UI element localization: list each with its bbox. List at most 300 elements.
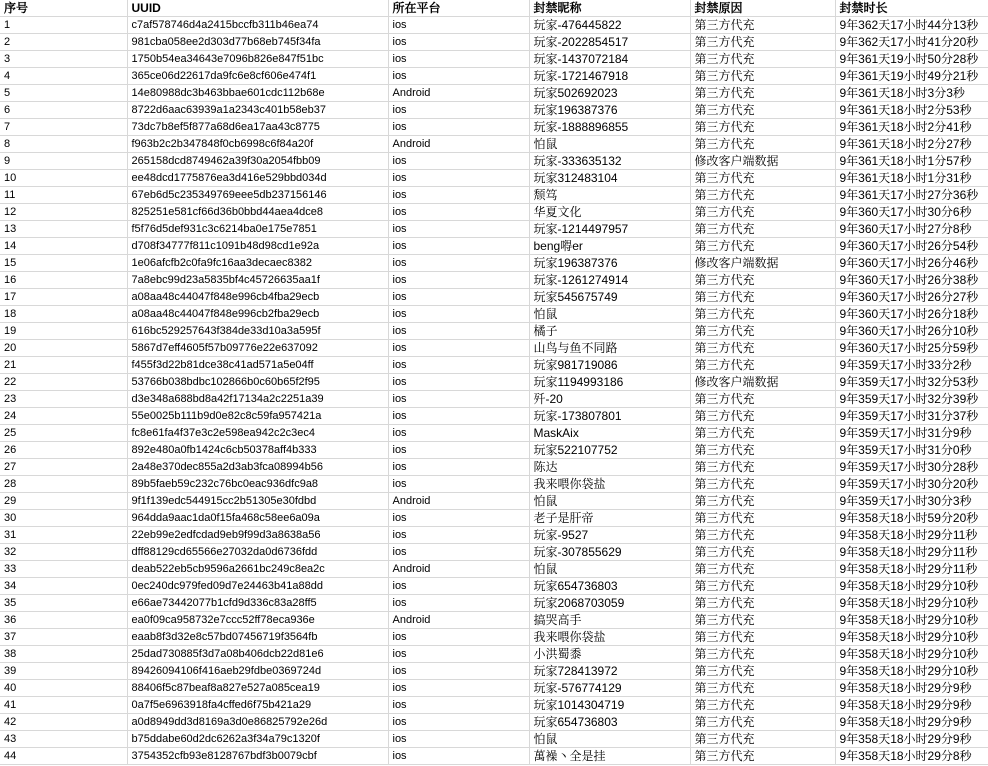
cell-uuid[interactable]: 55e0025b111b9d0e82c8c59fa957421a	[127, 408, 388, 425]
cell-reason[interactable]: 第三方代充	[690, 391, 835, 408]
cell-duration[interactable]: 9年360天17小时26分54秒	[835, 238, 988, 255]
cell-reason[interactable]: 第三方代充	[690, 476, 835, 493]
cell-nickname[interactable]: 玩家196387376	[529, 102, 690, 119]
cell-nickname[interactable]: 搞哭高手	[529, 612, 690, 629]
cell-index[interactable]: 22	[0, 374, 127, 391]
cell-nickname[interactable]: 陈达	[529, 459, 690, 476]
cell-reason[interactable]: 第三方代充	[690, 408, 835, 425]
cell-platform[interactable]: ios	[388, 323, 529, 340]
cell-index[interactable]: 32	[0, 544, 127, 561]
cell-nickname[interactable]: 玩家545675749	[529, 289, 690, 306]
cell-nickname[interactable]: 歼-20	[529, 391, 690, 408]
cell-nickname[interactable]: 玩家-9527	[529, 527, 690, 544]
cell-reason[interactable]: 第三方代充	[690, 272, 835, 289]
cell-reason[interactable]: 第三方代充	[690, 493, 835, 510]
table-row	[0, 119, 988, 136]
cell-duration[interactable]: 9年362天17小时41分20秒	[835, 34, 988, 51]
cell-nickname[interactable]: 怕鼠	[529, 493, 690, 510]
cell-platform[interactable]: Android	[388, 561, 529, 578]
cell-reason[interactable]: 第三方代充	[690, 289, 835, 306]
cell-uuid[interactable]: 89b5faeb59c232c76bc0eac936dfc9a8	[127, 476, 388, 493]
cell-duration[interactable]: 9年360天17小时26分10秒	[835, 323, 988, 340]
cell-platform[interactable]: ios	[388, 391, 529, 408]
cell-reason[interactable]: 修改客户端数据	[690, 374, 835, 391]
cell-platform[interactable]: ios	[388, 442, 529, 459]
cell-uuid[interactable]: 616bc529257643f384de33d10a3a595f	[127, 323, 388, 340]
cell-duration[interactable]: 9年358天18小时29分10秒	[835, 629, 988, 646]
cell-uuid[interactable]: 1750b54ea34643e7096b826e847f51bc	[127, 51, 388, 68]
cell-duration[interactable]: 9年358天18小时29分11秒	[835, 544, 988, 561]
cell-index[interactable]: 39	[0, 663, 127, 680]
cell-duration[interactable]: 9年360天17小时26分38秒	[835, 272, 988, 289]
header-row	[0, 0, 988, 17]
cell-platform[interactable]: ios	[388, 51, 529, 68]
cell-duration[interactable]: 9年359天17小时31分9秒	[835, 425, 988, 442]
cell-index[interactable]: 14	[0, 238, 127, 255]
cell-duration[interactable]: 9年359天17小时33分2秒	[835, 357, 988, 374]
cell-platform[interactable]: Android	[388, 493, 529, 510]
cell-duration[interactable]: 9年362天17小时44分13秒	[835, 17, 988, 34]
cell-platform[interactable]: Android	[388, 85, 529, 102]
cell-index[interactable]: 6	[0, 102, 127, 119]
cell-nickname[interactable]: 小洪蜀黍	[529, 646, 690, 663]
table-row	[0, 170, 988, 187]
cell-duration[interactable]: 9年358天18小时29分9秒	[835, 680, 988, 697]
cell-nickname[interactable]: 萬襙丶全是挂	[529, 748, 690, 765]
cell-nickname[interactable]: 玩家981719086	[529, 357, 690, 374]
cell-uuid[interactable]: b75ddabe60d2dc6262a3f34a79c1320f	[127, 731, 388, 748]
cell-index[interactable]: 16	[0, 272, 127, 289]
cell-platform[interactable]: ios	[388, 731, 529, 748]
cell-nickname[interactable]: 玩家2068703059	[529, 595, 690, 612]
cell-reason[interactable]: 第三方代充	[690, 51, 835, 68]
cell-duration[interactable]: 9年360天17小时30分6秒	[835, 204, 988, 221]
cell-nickname[interactable]: 玩家-1721467918	[529, 68, 690, 85]
cell-platform[interactable]: ios	[388, 340, 529, 357]
cell-reason[interactable]: 第三方代充	[690, 221, 835, 238]
cell-index[interactable]: 41	[0, 697, 127, 714]
cell-index[interactable]: 1	[0, 17, 127, 34]
cell-uuid[interactable]: 89426094106f416aeb29fdbe0369724d	[127, 663, 388, 680]
cell-nickname[interactable]: 怕鼠	[529, 136, 690, 153]
cell-platform[interactable]: ios	[388, 459, 529, 476]
cell-reason[interactable]: 第三方代充	[690, 527, 835, 544]
cell-duration[interactable]: 9年361天18小时2分27秒	[835, 136, 988, 153]
cell-duration[interactable]: 9年358天18小时29分10秒	[835, 612, 988, 629]
table-row	[0, 561, 988, 578]
cell-uuid[interactable]: 7a8ebc99d23a5835bf4c45726635aa1f	[127, 272, 388, 289]
cell-duration[interactable]: 9年358天18小时59分20秒	[835, 510, 988, 527]
cell-nickname[interactable]: 玩家-173807801	[529, 408, 690, 425]
cell-reason[interactable]: 第三方代充	[690, 323, 835, 340]
cell-uuid[interactable]: deab522eb5cb9596a2661bc249c8ea2c	[127, 561, 388, 578]
cell-uuid[interactable]: 25dad730885f3d7a08b406dcb22d81e6	[127, 646, 388, 663]
table-row	[0, 204, 988, 221]
cell-nickname[interactable]: 玩家312483104	[529, 170, 690, 187]
cell-index[interactable]: 44	[0, 748, 127, 765]
cell-uuid[interactable]: d708f34777f811c1091b48d98cd1e92a	[127, 238, 388, 255]
cell-nickname[interactable]: 山鸟与鱼不同路	[529, 340, 690, 357]
cell-reason[interactable]: 第三方代充	[690, 629, 835, 646]
cell-nickname[interactable]: 怕鼠	[529, 561, 690, 578]
cell-index[interactable]: 34	[0, 578, 127, 595]
cell-uuid[interactable]: d3e348a688bd8a42f17134a2c2251a39	[127, 391, 388, 408]
cell-duration[interactable]: 9年361天18小时3分3秒	[835, 85, 988, 102]
cell-platform[interactable]: ios	[388, 595, 529, 612]
cell-reason[interactable]: 第三方代充	[690, 17, 835, 34]
cell-reason[interactable]: 第三方代充	[690, 697, 835, 714]
table-row	[0, 306, 988, 323]
cell-nickname[interactable]: 颓笃	[529, 187, 690, 204]
table-row	[0, 85, 988, 102]
cell-uuid[interactable]: f5f76d5def931c3c6214ba0e175e7851	[127, 221, 388, 238]
cell-reason[interactable]: 第三方代充	[690, 748, 835, 765]
cell-nickname[interactable]: 玩家502692023	[529, 85, 690, 102]
table-row	[0, 153, 988, 170]
cell-index[interactable]: 20	[0, 340, 127, 357]
cell-platform[interactable]: ios	[388, 578, 529, 595]
cell-index[interactable]: 5	[0, 85, 127, 102]
cell-platform[interactable]: ios	[388, 629, 529, 646]
cell-nickname[interactable]: beng嘚er	[529, 238, 690, 255]
cell-uuid[interactable]: 67eb6d5c235349769eee5db237156146	[127, 187, 388, 204]
cell-reason[interactable]: 第三方代充	[690, 714, 835, 731]
cell-platform[interactable]: ios	[388, 425, 529, 442]
cell-duration[interactable]: 9年358天18小时29分9秒	[835, 697, 988, 714]
cell-index[interactable]: 31	[0, 527, 127, 544]
cell-index[interactable]: 9	[0, 153, 127, 170]
cell-platform[interactable]: Android	[388, 612, 529, 629]
cell-nickname[interactable]: 玩家654736803	[529, 578, 690, 595]
table-row	[0, 34, 988, 51]
cell-reason[interactable]: 第三方代充	[690, 357, 835, 374]
cell-platform[interactable]: ios	[388, 153, 529, 170]
cell-nickname[interactable]: 玩家728413972	[529, 663, 690, 680]
cell-duration[interactable]: 9年358天18小时29分11秒	[835, 527, 988, 544]
cell-uuid[interactable]: dff88129cd65566e27032da0d6736fdd	[127, 544, 388, 561]
cell-index[interactable]: 33	[0, 561, 127, 578]
cell-nickname[interactable]: 怕鼠	[529, 306, 690, 323]
cell-duration[interactable]: 9年361天18小时1分31秒	[835, 170, 988, 187]
cell-duration[interactable]: 9年358天18小时29分8秒	[835, 748, 988, 765]
cell-nickname[interactable]: MaskAix	[529, 425, 690, 442]
header-duration[interactable]: 封禁时长	[835, 0, 988, 17]
cell-uuid[interactable]: 365ce06d22617da9fc6e8cf606e474f1	[127, 68, 388, 85]
cell-duration[interactable]: 9年359天17小时30分3秒	[835, 493, 988, 510]
cell-platform[interactable]: ios	[388, 204, 529, 221]
table-row	[0, 136, 988, 153]
cell-duration[interactable]: 9年358天18小时29分9秒	[835, 731, 988, 748]
table-row	[0, 680, 988, 697]
cell-duration[interactable]: 9年361天18小时2分53秒	[835, 102, 988, 119]
cell-uuid[interactable]: 73dc7b8ef5f877a68d6ea17aa43c8775	[127, 119, 388, 136]
cell-uuid[interactable]: 0a7f5e6963918fa4cffed6f75b421a29	[127, 697, 388, 714]
cell-index[interactable]: 12	[0, 204, 127, 221]
cell-nickname[interactable]: 橘子	[529, 323, 690, 340]
table-row	[0, 289, 988, 306]
cell-index[interactable]: 26	[0, 442, 127, 459]
cell-nickname[interactable]: 玩家-1261274914	[529, 272, 690, 289]
cell-platform[interactable]: ios	[388, 527, 529, 544]
cell-index[interactable]: 23	[0, 391, 127, 408]
cell-reason[interactable]: 第三方代充	[690, 731, 835, 748]
cell-index[interactable]: 40	[0, 680, 127, 697]
cell-platform[interactable]: ios	[388, 170, 529, 187]
header-index[interactable]: 序号	[0, 0, 127, 17]
cell-nickname[interactable]: 怕鼠	[529, 731, 690, 748]
cell-nickname[interactable]: 玩家-333635132	[529, 153, 690, 170]
cell-nickname[interactable]: 玩家-1888896855	[529, 119, 690, 136]
cell-reason[interactable]: 第三方代充	[690, 119, 835, 136]
cell-duration[interactable]: 9年359天17小时31分0秒	[835, 442, 988, 459]
cell-platform[interactable]: ios	[388, 646, 529, 663]
cell-nickname[interactable]: 老子是肝帝	[529, 510, 690, 527]
cell-index[interactable]: 27	[0, 459, 127, 476]
cell-nickname[interactable]: 玩家196387376	[529, 255, 690, 272]
cell-index[interactable]: 37	[0, 629, 127, 646]
cell-platform[interactable]: ios	[388, 510, 529, 527]
cell-uuid[interactable]: 3754352cfb93e8128767bdf3b0079cbf	[127, 748, 388, 765]
table-row	[0, 340, 988, 357]
cell-platform[interactable]: ios	[388, 119, 529, 136]
cell-duration[interactable]: 9年361天18小时2分41秒	[835, 119, 988, 136]
cell-reason[interactable]: 第三方代充	[690, 204, 835, 221]
cell-platform[interactable]: ios	[388, 289, 529, 306]
cell-uuid[interactable]: 825251e581cf66d36b0bbd44aea4dce8	[127, 204, 388, 221]
table-row	[0, 442, 988, 459]
cell-duration[interactable]: 9年359天17小时31分37秒	[835, 408, 988, 425]
cell-reason[interactable]: 第三方代充	[690, 663, 835, 680]
cell-duration[interactable]: 9年360天17小时26分27秒	[835, 289, 988, 306]
cell-duration[interactable]: 9年360天17小时27分8秒	[835, 221, 988, 238]
cell-platform[interactable]: Android	[388, 136, 529, 153]
cell-platform[interactable]: ios	[388, 697, 529, 714]
cell-platform[interactable]: ios	[388, 663, 529, 680]
cell-uuid[interactable]: 88406f5c87beaf8a827e527a085cea19	[127, 680, 388, 697]
cell-duration[interactable]: 9年358天18小时29分10秒	[835, 646, 988, 663]
cell-uuid[interactable]: 5867d7eff4605f57b09776e22e637092	[127, 340, 388, 357]
cell-index[interactable]: 11	[0, 187, 127, 204]
cell-index[interactable]: 3	[0, 51, 127, 68]
cell-index[interactable]: 28	[0, 476, 127, 493]
cell-duration[interactable]: 9年361天17小时27分36秒	[835, 187, 988, 204]
table-row	[0, 374, 988, 391]
cell-reason[interactable]: 第三方代充	[690, 544, 835, 561]
cell-reason[interactable]: 第三方代充	[690, 238, 835, 255]
cell-nickname[interactable]: 华夏文化	[529, 204, 690, 221]
table-row	[0, 476, 988, 493]
cell-uuid[interactable]: 1e06afcfb2c0fa9fc16aa3decaec8382	[127, 255, 388, 272]
cell-platform[interactable]: ios	[388, 272, 529, 289]
cell-uuid[interactable]: eaab8f3d32e8c57bd07456719f3564fb	[127, 629, 388, 646]
cell-uuid[interactable]: 9f1f139edc544915cc2b51305e30fdbd	[127, 493, 388, 510]
table-row	[0, 408, 988, 425]
cell-uuid[interactable]: 22eb99e2edfcdad9eb9f99d3a8638a56	[127, 527, 388, 544]
cell-platform[interactable]: ios	[388, 255, 529, 272]
cell-uuid[interactable]: ee48dcd1775876ea3d416e529bbd034d	[127, 170, 388, 187]
cell-index[interactable]: 21	[0, 357, 127, 374]
cell-reason[interactable]: 第三方代充	[690, 510, 835, 527]
cell-uuid[interactable]: 0ec240dc979fed09d7e24463b41a88dd	[127, 578, 388, 595]
cell-nickname[interactable]: 玩家-476445822	[529, 17, 690, 34]
cell-platform[interactable]: ios	[388, 187, 529, 204]
cell-nickname[interactable]: 玩家1014304719	[529, 697, 690, 714]
cell-index[interactable]: 18	[0, 306, 127, 323]
cell-duration[interactable]: 9年358天18小时29分10秒	[835, 663, 988, 680]
cell-index[interactable]: 38	[0, 646, 127, 663]
cell-uuid[interactable]: fc8e61fa4f37e3c2e598ea942c2c3ec4	[127, 425, 388, 442]
cell-uuid[interactable]: 53766b038bdbc102866b0c60b65f2f95	[127, 374, 388, 391]
cell-nickname[interactable]: 玩家-1214497957	[529, 221, 690, 238]
cell-reason[interactable]: 第三方代充	[690, 646, 835, 663]
cell-uuid[interactable]: 8722d6aac63939a1a2343c401b58eb37	[127, 102, 388, 119]
cell-uuid[interactable]: a08aa48c44047f848e996cb4fba29ecb	[127, 289, 388, 306]
cell-platform[interactable]: ios	[388, 748, 529, 765]
cell-nickname[interactable]: 玩家-307855629	[529, 544, 690, 561]
cell-uuid[interactable]: e66ae73442077b1cfd9d336c83a28ff5	[127, 595, 388, 612]
cell-reason[interactable]: 第三方代充	[690, 595, 835, 612]
cell-nickname[interactable]: 玩家-2022854517	[529, 34, 690, 51]
cell-index[interactable]: 4	[0, 68, 127, 85]
cell-reason[interactable]: 第三方代充	[690, 68, 835, 85]
cell-index[interactable]: 13	[0, 221, 127, 238]
cell-duration[interactable]: 9年359天17小时32分53秒	[835, 374, 988, 391]
cell-platform[interactable]: ios	[388, 680, 529, 697]
cell-index[interactable]: 36	[0, 612, 127, 629]
table-row	[0, 714, 988, 731]
cell-nickname[interactable]: 我来喂你袋盐	[529, 629, 690, 646]
cell-index[interactable]: 10	[0, 170, 127, 187]
cell-index[interactable]: 19	[0, 323, 127, 340]
cell-uuid[interactable]: 964dda9aac1da0f15fa468c58ee6a09a	[127, 510, 388, 527]
cell-nickname[interactable]: 玩家654736803	[529, 714, 690, 731]
table-body	[0, 17, 988, 765]
cell-reason[interactable]: 第三方代充	[690, 680, 835, 697]
cell-nickname[interactable]: 玩家522107752	[529, 442, 690, 459]
cell-platform[interactable]: ios	[388, 102, 529, 119]
table-row	[0, 68, 988, 85]
cell-platform[interactable]: ios	[388, 17, 529, 34]
cell-platform[interactable]: ios	[388, 714, 529, 731]
cell-reason[interactable]: 第三方代充	[690, 340, 835, 357]
cell-nickname[interactable]: 玩家1194993186	[529, 374, 690, 391]
cell-uuid[interactable]: a0d8949dd3d8169a3d0e86825792e26d	[127, 714, 388, 731]
cell-duration[interactable]: 9年359天17小时30分28秒	[835, 459, 988, 476]
cell-platform[interactable]: ios	[388, 34, 529, 51]
cell-uuid[interactable]: a08aa48c44047f848e996cb2fba29ecb	[127, 306, 388, 323]
cell-uuid[interactable]: f963b2c2b347848f0cb6998c6f84a20f	[127, 136, 388, 153]
cell-uuid[interactable]: 14e80988dc3b463bbae601cdc112b68e	[127, 85, 388, 102]
header-platform[interactable]: 所在平台	[388, 0, 529, 17]
cell-nickname[interactable]: 我来喂你袋盐	[529, 476, 690, 493]
cell-reason[interactable]: 第三方代充	[690, 102, 835, 119]
cell-nickname[interactable]: 玩家-1437072184	[529, 51, 690, 68]
cell-duration[interactable]: 9年358天18小时29分10秒	[835, 578, 988, 595]
table-row	[0, 629, 988, 646]
table-row	[0, 425, 988, 442]
cell-duration[interactable]: 9年360天17小时26分46秒	[835, 255, 988, 272]
cell-reason[interactable]: 第三方代充	[690, 612, 835, 629]
header-reason[interactable]: 封禁原因	[690, 0, 835, 17]
cell-reason[interactable]: 第三方代充	[690, 34, 835, 51]
cell-index[interactable]: 29	[0, 493, 127, 510]
cell-index[interactable]: 30	[0, 510, 127, 527]
cell-platform[interactable]: ios	[388, 374, 529, 391]
cell-uuid[interactable]: 892e480a0fb1424c6cb50378aff4b333	[127, 442, 388, 459]
cell-index[interactable]: 35	[0, 595, 127, 612]
cell-duration[interactable]: 9年358天18小时29分11秒	[835, 561, 988, 578]
cell-index[interactable]: 7	[0, 119, 127, 136]
table-row	[0, 595, 988, 612]
cell-uuid[interactable]: ea0f09ca958732e7ccc52ff78eca936e	[127, 612, 388, 629]
cell-uuid[interactable]: 265158dcd8749462a39f30a2054fbb09	[127, 153, 388, 170]
cell-index[interactable]: 17	[0, 289, 127, 306]
table-row	[0, 510, 988, 527]
cell-index[interactable]: 43	[0, 731, 127, 748]
cell-platform[interactable]: ios	[388, 306, 529, 323]
cell-platform[interactable]: ios	[388, 221, 529, 238]
cell-duration[interactable]: 9年359天17小时30分20秒	[835, 476, 988, 493]
cell-reason[interactable]: 第三方代充	[690, 306, 835, 323]
cell-platform[interactable]: ios	[388, 476, 529, 493]
cell-index[interactable]: 8	[0, 136, 127, 153]
table-row	[0, 646, 988, 663]
cell-platform[interactable]: ios	[388, 238, 529, 255]
cell-reason[interactable]: 第三方代充	[690, 561, 835, 578]
cell-nickname[interactable]: 玩家-576774129	[529, 680, 690, 697]
cell-reason[interactable]: 修改客户端数据	[690, 153, 835, 170]
cell-reason[interactable]: 第三方代充	[690, 578, 835, 595]
cell-reason[interactable]: 第三方代充	[690, 170, 835, 187]
cell-platform[interactable]: ios	[388, 408, 529, 425]
cell-duration[interactable]: 9年361天19小时49分21秒	[835, 68, 988, 85]
cell-duration[interactable]: 9年361天18小时1分57秒	[835, 153, 988, 170]
cell-uuid[interactable]: 981cba058ee2d303d77b68eb745f34fa	[127, 34, 388, 51]
cell-platform[interactable]: ios	[388, 68, 529, 85]
cell-duration[interactable]: 9年360天17小时25分59秒	[835, 340, 988, 357]
cell-duration[interactable]: 9年358天18小时29分9秒	[835, 714, 988, 731]
table-row	[0, 391, 988, 408]
cell-reason[interactable]: 第三方代充	[690, 425, 835, 442]
cell-reason[interactable]: 第三方代充	[690, 136, 835, 153]
cell-uuid[interactable]: c7af578746d4a2415bccfb311b46ea74	[127, 17, 388, 34]
cell-duration[interactable]: 9年358天18小时29分10秒	[835, 595, 988, 612]
cell-index[interactable]: 42	[0, 714, 127, 731]
header-uuid[interactable]: UUID	[127, 0, 388, 17]
table-row	[0, 544, 988, 561]
cell-platform[interactable]: ios	[388, 544, 529, 561]
cell-index[interactable]: 24	[0, 408, 127, 425]
table-row	[0, 17, 988, 34]
cell-index[interactable]: 15	[0, 255, 127, 272]
cell-reason[interactable]: 第三方代充	[690, 187, 835, 204]
table-row	[0, 493, 988, 510]
cell-index[interactable]: 2	[0, 34, 127, 51]
cell-uuid[interactable]: f455f3d22b81dce38c41ad571a5e04ff	[127, 357, 388, 374]
cell-platform[interactable]: ios	[388, 357, 529, 374]
cell-reason[interactable]: 修改客户端数据	[690, 255, 835, 272]
cell-duration[interactable]: 9年359天17小时32分39秒	[835, 391, 988, 408]
cell-reason[interactable]: 第三方代充	[690, 442, 835, 459]
cell-reason[interactable]: 第三方代充	[690, 85, 835, 102]
cell-duration[interactable]: 9年361天19小时50分28秒	[835, 51, 988, 68]
cell-reason[interactable]: 第三方代充	[690, 459, 835, 476]
header-nickname[interactable]: 封禁昵称	[529, 0, 690, 17]
cell-uuid[interactable]: 2a48e370dec855a2d3ab3fca08994b56	[127, 459, 388, 476]
cell-duration[interactable]: 9年360天17小时26分18秒	[835, 306, 988, 323]
table-row	[0, 102, 988, 119]
cell-index[interactable]: 25	[0, 425, 127, 442]
